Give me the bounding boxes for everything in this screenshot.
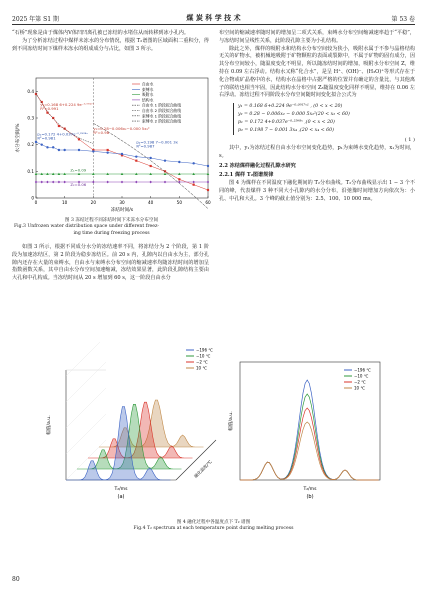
equation-number: ( 1 ): [404, 137, 415, 144]
legend-label: −10 ℃: [354, 373, 369, 379]
data-point: [46, 146, 48, 148]
data-point: [178, 178, 180, 180]
legend-label: 自由水: [142, 81, 154, 87]
right-column: [219, 30, 415, 204]
spectrum-line-3: [240, 422, 379, 480]
data-point: [35, 181, 37, 184]
data-point: [52, 181, 54, 184]
journal-title: 煤 炭 科 学 技 术: [186, 13, 241, 22]
x-tick-label: 30: [119, 200, 125, 205]
left-column-top: [12, 30, 209, 53]
fit-annotation: y₂=0.28−0.006x₂−0.000 5x₂²: [93, 126, 150, 131]
data-point: [178, 181, 180, 184]
fit-annotation: Z₂=0.06: [70, 182, 87, 187]
plot-frame: [36, 78, 208, 198]
equation-block: [233, 103, 415, 135]
y-axis-label: 幅值/a.u.: [47, 415, 52, 435]
page-number: 80: [12, 576, 20, 583]
data-point: [58, 181, 60, 184]
left-column-bottom: [12, 244, 209, 283]
data-point: [121, 153, 123, 155]
equation-line: y₁ = 0.168 6+0.224 9e⁻⁰·⁰⁹¹⁷ˣ¹ , (0 < x < 20): [238, 104, 343, 110]
data-point: [63, 181, 65, 184]
x-tick-label: 10: [61, 200, 68, 205]
legend-label: 吸附水: [142, 92, 154, 98]
figure-3-caption-en-2: ing time during freezing process: [73, 230, 150, 236]
legend-label: −2 ℃: [354, 379, 366, 385]
x-axis-label: 冻结时间/s: [110, 208, 134, 213]
grid-line: [66, 362, 106, 402]
data-point: [63, 149, 65, 151]
x-tick-label: 60: [205, 200, 211, 205]
grid-line: [66, 342, 106, 376]
fit-annotation: R²=0.98: [93, 130, 110, 135]
legend-label: 结构水: [142, 97, 154, 103]
legend-label: 束缚水 1 阶段拟合曲线: [142, 113, 182, 119]
data-point: [135, 155, 137, 157]
data-point: [52, 146, 54, 148]
data-point: [121, 181, 123, 184]
data-point: [149, 157, 151, 159]
figure-3-caption: [14, 218, 209, 237]
volume-label: 第 53 卷: [391, 16, 415, 23]
legend-label: −196 ℃: [196, 347, 213, 353]
data-point: [78, 138, 80, 140]
spectrum-line-1: [240, 394, 379, 480]
fig4-panel-b: [227, 362, 380, 500]
y-tick-label: 0.4: [27, 88, 34, 94]
y-axis-label: 水分布空间/%: [16, 123, 21, 153]
data-point: [178, 161, 180, 163]
data-point: [107, 149, 109, 151]
data-point: [164, 181, 166, 184]
spectrum-line-2: [240, 408, 379, 480]
legend-label: 自由水 1 阶段拟合曲线: [142, 102, 182, 108]
x-axis-label: T₂/ms: [303, 487, 317, 492]
paragraph: “石桥”现象是由于煤体内V体凹凹离孔被已冻结的水堵住从而转移到冰小孔内。: [12, 30, 189, 36]
data-point: [78, 149, 80, 151]
panel-label-a: (a): [117, 494, 125, 500]
paragraph: 如图 3 所示，根据不同成分水分的冻结速率不同，将冻结分为 2 个阶段，第 1 阶段为加速冻结区，第 2 阶段为稳步冻结区。前 20 s 内，孔隙内以自由水为主，部分孔隙内还存在大量的束缚水，自由水与束缚水分布空间的缩减速率均随冻结时间的增加呈指数函数关系，其中自由水分布空间加速缩减，冻结效果显著，此阶段孔隙结构主要由大孔和中孔构成。当冻结时间从 20 s 增加到 60 s，这一阶段自由水分: [12, 244, 209, 282]
data-point: [92, 150, 94, 152]
data-point: [192, 162, 194, 164]
legend-label: −10 ℃: [196, 353, 211, 359]
data-point: [207, 189, 209, 191]
fit-annotation: p₁=0.172 4+0.037e⁻⁰·²⁵⁶⁸ˣ: [37, 131, 88, 137]
x-tick-label: 0: [34, 200, 38, 205]
fig4-panel-a: [45, 342, 216, 500]
legend-label: −2 ℃: [196, 359, 208, 365]
figure-4-caption-cn: 图 4 融化过程中各温度点下 T₂ 谱图: [176, 520, 251, 525]
data-point: [106, 151, 108, 153]
panel-label-b: (b): [306, 494, 314, 500]
x-tick-label: 50: [176, 200, 183, 205]
paragraph: 布空间的缩减速率随时间的增加呈二项式关系，束缚水分布空间缩减速率趋于“平稳”，与冻结时间呈线性关系，此阶段孔隙主要为小孔结构。: [219, 30, 415, 44]
paragraph: 除此之外，煤样的吸附水和结构水分布空间较为狭小，吸附水属于不参与晶格结构无关的矿物水，被机械地吸附于矿物颗粒的表面或裂隙中，不属于矿物的固有成分，因其分布空间较小，随温度变化不明显，所以随冻结时间的增加，吸附水分布空间 Z，维持在 0.09 左右浮动。结构水又称“化合水”，是呈 H⁺、(OH)⁻、(H₃O)⁺等形式存在于化合物或矿晶格中的水，结构水在晶格中占据严格的位置并有确定的含量比，与其他离子的联结也相当牢固，因此结构水分布空间 Z₃随温度变化同样不明显，维持在 0.06 左右浮动。冻结过程不同阶段水分布空间随时间变化拟合公式为: [219, 45, 415, 99]
data-point: [150, 165, 152, 167]
grid-line: [66, 414, 106, 454]
fit-annotation: R²=0.981: [37, 135, 56, 141]
y-tick-label: 0.1: [27, 168, 34, 174]
data-point: [92, 181, 94, 184]
y-axis-label: 幅值/a.u.: [229, 411, 234, 431]
y-tick-label: 0: [31, 195, 34, 201]
x-axis-label: T₂/ms: [114, 487, 128, 492]
data-point: [207, 165, 209, 167]
equation-line: p₂ = 0.198 7 − 0.001 3x₄ ,(20 < x₄ < 60): [238, 128, 334, 134]
figure-4-caption: [0, 520, 427, 533]
fit-annotation: R²=0.987: [136, 143, 155, 149]
spectrum-line-0: [240, 380, 379, 480]
data-point: [41, 143, 43, 145]
paragraph: 图 4 为煤样在不同温度下融化期间的 T₂分布曲线。T₂分布曲线显示出 1 − 3 个不同的峰，代表煤样 3 种不同大小孔隙内的水分分布，沿弛豫时间增加方向依次为：小孔、中孔和大孔。3 个峰的截止值分别为：2.5、100、10 000 ms。: [219, 180, 415, 202]
data-point: [135, 181, 137, 184]
data-point: [58, 149, 60, 151]
legend-label: −196 ℃: [354, 367, 371, 373]
fit-annotation: y₁=0.168 6+0.224 9e⁻⁰·⁰⁹¹⁷ˣ: [40, 102, 95, 107]
paragraph: 为了分析冻结过程中煤样未冻水的分布情况，根据 T₂谱图的区域面积二重积分，得到不同冻结时间下煤样未冻水的组成成分与占比，如图 3 所示。: [12, 37, 209, 52]
y-tick-label: 0.3: [27, 115, 34, 121]
paragraph: 其中，y₁为冻结过程自由水分布空间变化趋势，p₁为束缚水变化趋势，x₁为时间，s。: [219, 144, 415, 159]
issue-label: 2025 年第 S1 期: [12, 16, 59, 23]
legend-label: 10 ℃: [354, 385, 365, 391]
data-point: [106, 181, 108, 184]
legend-label: 束缚水: [142, 86, 154, 92]
figure-3-caption-cn: 图 3 冻结过程不同冻结时间下未冻水分布空间: [64, 218, 159, 223]
data-point: [149, 181, 151, 184]
equation-line: y₂ = 0.28 − 0.006x₂ − 0.000 5x₂²(20 < x₂ < 60): [238, 112, 350, 118]
data-point: [135, 160, 137, 162]
data-point: [193, 184, 195, 186]
fit-annotation: R²=0.991: [40, 106, 59, 111]
data-point: [164, 159, 166, 161]
z-axis-label: 融化温度/℃: [193, 459, 213, 479]
section-heading: 2.2 冻结煤样融化过程孔隙水研究: [219, 162, 296, 169]
equation-line: p₁ = 0.172 4+0.037e⁻⁰·²⁵⁶⁸ˣ ,(0 < x < 20): [238, 120, 335, 126]
figure-4-chart: [40, 342, 390, 514]
series-line-自由水: [36, 94, 208, 190]
fit-annotation: Z₁=0.09: [70, 167, 87, 173]
figure-3-chart: [12, 72, 212, 214]
data-point: [46, 181, 48, 184]
grid-line: [66, 388, 106, 428]
data-point: [35, 141, 37, 143]
fig3-plot-area: [14, 78, 211, 213]
fit-annotation: p₂=0.198 7−0.001 3x: [136, 139, 178, 145]
x-tick-label: 20: [90, 200, 97, 205]
legend-label: 自由水 2 阶段拟合曲线: [142, 108, 182, 113]
data-point: [192, 181, 194, 184]
legend-label: 10 ℃: [196, 365, 207, 371]
y-tick-label: 0.2: [27, 142, 34, 148]
subsection-heading: 2.2.1 煤样 T₂图谱规律: [219, 172, 274, 179]
figure-3-caption-en: Fig.3 Unfrozen water distribution space under different freez-: [14, 224, 159, 230]
data-point: [41, 181, 43, 184]
legend-label: 束缚水 2 阶段拟合曲线: [142, 118, 182, 124]
header-rule: [12, 24, 415, 25]
data-point: [207, 181, 209, 184]
figure-4-caption-en: Fig.4 T₂ spectrum at each temperature point during melting process: [133, 526, 294, 532]
x-tick-label: 40: [147, 200, 154, 205]
